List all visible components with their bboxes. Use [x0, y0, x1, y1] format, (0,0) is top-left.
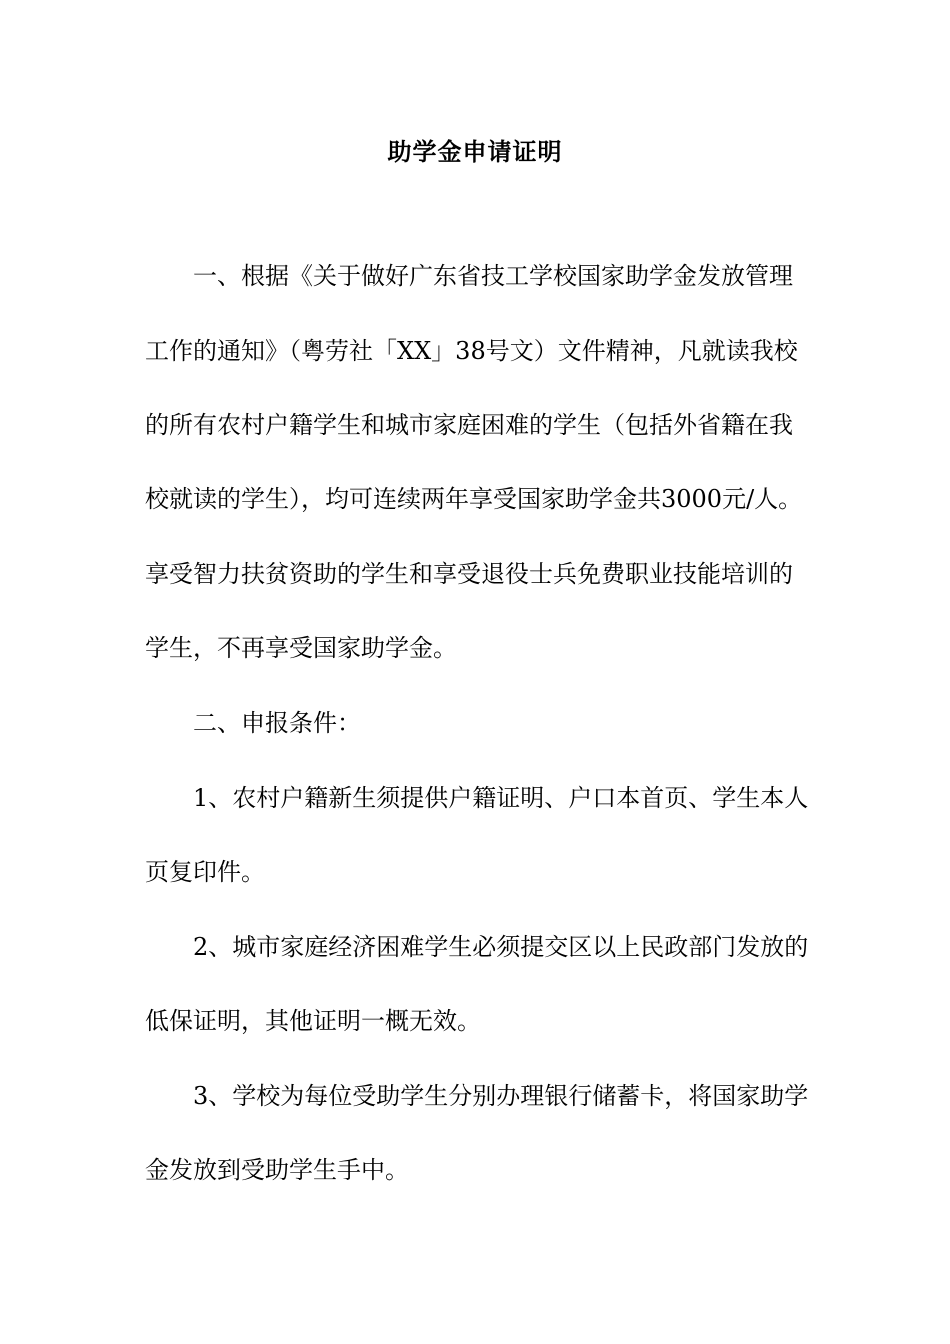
paragraph-line: 享受智力扶贫资助的学生和享受退役士兵免费职业技能培训的 [145, 560, 793, 588]
paragraph-line: 金发放到受助学生手中。 [145, 1156, 409, 1184]
paragraph-line: 低保证明，其他证明一概无效。 [145, 1007, 481, 1035]
document-title: 助学金申请证明 [387, 138, 563, 166]
paragraph-line: 学生，不再享受国家助学金。 [145, 634, 457, 662]
paragraph-line: 一、根据《关于做好广东省技工学校国家助学金发放管理 [193, 262, 793, 290]
paragraph-line: 1、农村户籍新生须提供户籍证明、户口本首页、学生本人 [193, 784, 809, 812]
paragraph-line: 工作的通知》（粤劳社「XX」38号文）文件精神，凡就读我校 [145, 337, 798, 365]
paragraph-line: 的所有农村户籍学生和城市家庭困难的学生（包括外省籍在我 [145, 411, 793, 439]
paragraph-line: 2、城市家庭经济困难学生必须提交区以上民政部门发放的 [193, 933, 809, 961]
paragraph-line: 校就读的学生），均可连续两年享受国家助学金共3000元/人。 [145, 485, 803, 513]
paragraph-line: 3、学校为每位受助学生分别办理银行储蓄卡，将国家助学 [193, 1082, 809, 1110]
section-heading: 二、申报条件： [193, 709, 361, 737]
paragraph-line: 页复印件。 [145, 858, 265, 886]
